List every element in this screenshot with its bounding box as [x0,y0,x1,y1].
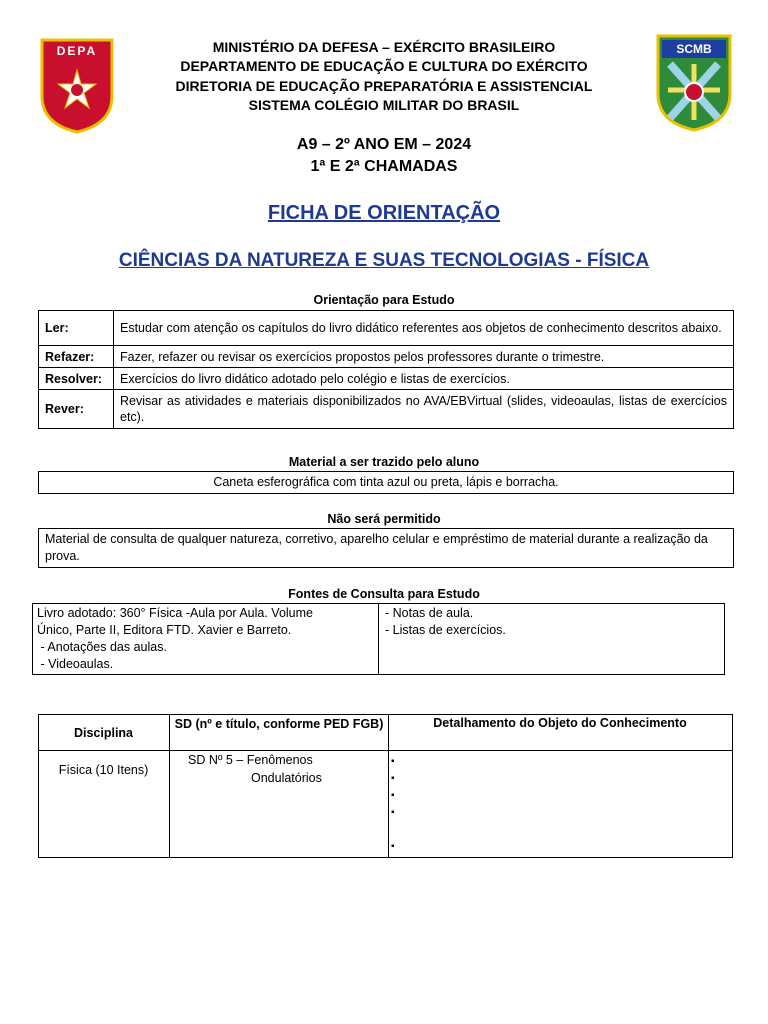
table-row [39,346,734,368]
discipline-header: Disciplina [73,726,134,740]
orientation-table [38,310,734,429]
page-title: FICHA DE ORIENTAÇÃO [267,202,501,224]
sd-header: SD (nº e título, conforme PED FGB) [174,717,384,731]
source-line: Livro adotado: 360° Física -Aula por Aula. Volume [37,606,313,620]
bullet-icon: ▪ [391,790,395,801]
depa-logo-text: DEPA [56,44,98,58]
row-text: Estudar com atenção os capítulos do livro didático referentes aos objetos de conhecimento descritos abaixo. [114,311,734,346]
orientation-heading: Orientação para Estudo [313,293,455,307]
department-line: DEPARTAMENTO DE EDUCAÇÃO E CULTURA DO EXÉRCITO [180,58,588,74]
row-text: Fazer, refazer ou revisar os exercícios propostos pelos professores durante o trimestre. [114,346,734,368]
sources-left [32,603,379,675]
not-allowed-heading: Não será permitido [327,512,441,526]
source-line: - Videoaulas. [37,657,114,671]
row-label: Ler: [39,311,114,346]
table-row [39,311,734,346]
sd-cell-line2: Ondulatórios [251,771,322,785]
system-line: SISTEMA COLÉGIO MILITAR DO BRASIL [248,97,520,113]
page-subtitle: CIÊNCIAS DA NATUREZA E SUAS TECNOLOGIAS - FÍSICA [118,250,650,271]
bullet-icon: ▪ [391,773,395,784]
source-line: - Anotações das aulas. [37,640,167,654]
sources-right [378,603,725,675]
row-text: Revisar as atividades e materiais disponibilizados no AVA/EBVirtual (slides, videoaulas, listas de exercícios etc). [114,390,734,429]
call-line: 1ª E 2ª CHAMADAS [310,158,458,175]
source-line: - Listas de exercícios. [385,623,506,637]
ministry-line: MINISTÉRIO DA DEFESA – EXÉRCITO BRASILEIRO [212,39,556,55]
not-allowed-box: Material de consulta de qualquer natureza, corretivo, aparelho celular e empréstimo de material durante a realização da prova. [38,528,734,568]
sources-heading: Fontes de Consulta para Estudo [288,587,480,601]
row-label: Refazer: [39,346,114,368]
bullet-icon: ▪ [391,807,395,818]
row-label: Rever: [39,390,114,429]
bullet-icon: ▪ [391,841,395,852]
material-box: Caneta esferográfica com tinta azul ou preta, lápis e borracha. [38,471,734,494]
material-heading: Material a ser trazido pelo aluno [288,455,480,469]
bullet-icon: ▪ [391,756,395,767]
exam-line: A9 – 2º ANO EM – 2024 [296,136,472,153]
row-label: Resolver: [39,368,114,390]
table-row [39,368,734,390]
row-text: Exercícios do livro didático adotado pelo colégio e listas de exercícios. [114,368,734,390]
scmb-logo-text: SCMB [676,42,712,56]
source-line: - Notas de aula. [385,606,474,620]
source-line: Único, Parte II, Editora FTD. Xavier e Barreto. [37,623,292,637]
directorate-line: DIRETORIA DE EDUCAÇÃO PREPARATÓRIA E ASSISTENCIAL [175,78,593,94]
discipline-cell: Física (10 Itens) [58,763,149,777]
detail-header: Detalhamento do Objeto do Conhecimento [433,716,687,730]
sd-cell-line1: SD Nº 5 – Fenômenos [188,753,313,767]
table-row [39,390,734,429]
